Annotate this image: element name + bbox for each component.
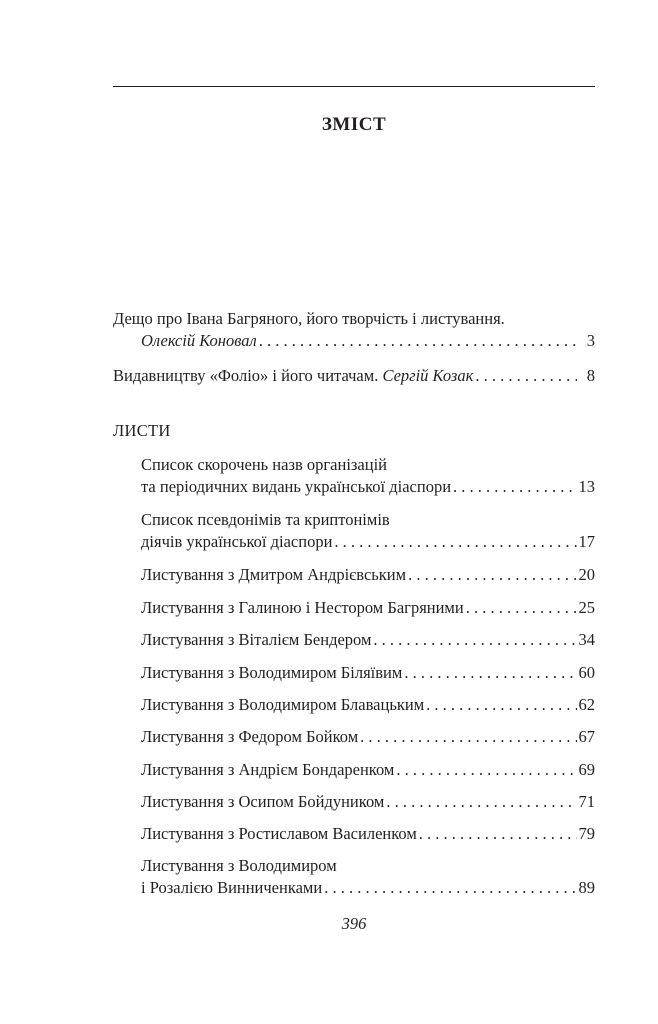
toc-entry-text: Список скорочень назв організацій [141, 455, 387, 474]
toc-entry-text: Видавництву «Фоліо» і його читачам. [113, 366, 379, 385]
toc-entry-text: Дещо про Івана Багряного, його творчість і листування. [113, 309, 505, 328]
leader-dots [322, 878, 577, 898]
page-number: 396 [341, 914, 367, 933]
toc-entry-text: Листування з Володимиром Блавацьким [141, 695, 425, 714]
toc-entry [141, 630, 595, 650]
header-rule [113, 86, 595, 87]
toc-entry [141, 878, 595, 898]
toc-page-number: 60 [578, 663, 595, 682]
leader-dots [451, 477, 577, 497]
toc-entry [141, 760, 595, 780]
leader-dots [402, 663, 577, 683]
toc-entry [141, 598, 595, 618]
leader-dots [257, 331, 577, 351]
toc-entry [113, 366, 595, 386]
toc-entry [141, 824, 595, 844]
leader-dots [473, 366, 577, 386]
toc-entry [141, 565, 595, 585]
page-title: ЗМІСТ [321, 114, 387, 135]
leader-dots [417, 824, 577, 844]
toc-entry-author: Сергій Козак [382, 366, 474, 385]
toc-entry [141, 695, 595, 715]
toc-page-number: 34 [578, 630, 595, 649]
toc-page-number: 25 [578, 598, 595, 617]
toc-page-number: 89 [578, 878, 595, 897]
toc-entry-text: Листування з Володимиром [141, 856, 337, 875]
toc-entry-text: і Розалією Винниченками [141, 878, 323, 897]
toc-entry-text: та періодичних видань української діаспори [141, 477, 452, 496]
toc-page-number: 3 [586, 331, 595, 350]
toc-page-number: 79 [578, 824, 595, 843]
leader-dots [358, 727, 577, 747]
toc-page-number: 62 [578, 695, 595, 714]
leader-dots [406, 565, 577, 585]
toc-entry-text: Листування з Дмитром Андрієвським [141, 565, 407, 584]
toc-entry [141, 727, 595, 747]
toc-entry [141, 532, 595, 552]
toc-entry-text: Листування з Володимиром Біляївим [141, 663, 403, 682]
toc-entry-text: Список псевдонімів та криптонімів [141, 510, 390, 529]
toc-entry-text: Листування з Осипом Бойдуником [141, 792, 385, 811]
toc-entry-text: Листування з Ростиславом Василенком [141, 824, 417, 843]
leader-dots [384, 792, 577, 812]
section-heading: ЛИСТИ [113, 421, 171, 440]
toc-page-number: 17 [578, 532, 595, 551]
toc-entry [141, 792, 595, 812]
toc-entry-text: Листування з Федором Бойком [141, 727, 359, 746]
leader-dots [371, 630, 577, 650]
toc-page-number: 8 [586, 366, 595, 385]
leader-dots [464, 598, 577, 618]
toc-entry-text: Листування з Галиною і Нестором Багряними [141, 598, 464, 617]
toc-page-number: 71 [578, 792, 595, 811]
toc-page-number: 20 [578, 565, 595, 584]
toc-entry [141, 477, 595, 497]
leader-dots [332, 532, 577, 552]
toc-entry-text: Листування з Андрієм Бондаренком [141, 760, 395, 779]
toc-page-number: 13 [578, 477, 595, 496]
leader-dots [394, 760, 577, 780]
toc-entry [141, 663, 595, 683]
toc-entry-text: діячів української діаспори [141, 532, 333, 551]
toc-page-number: 67 [578, 727, 595, 746]
toc-entry-text: Листування з Віталієм Бендером [141, 630, 372, 649]
toc-entry [141, 331, 595, 351]
leader-dots [424, 695, 577, 715]
toc-entry-author: Олексій Коновал [141, 331, 257, 350]
toc-page-number: 69 [578, 760, 595, 779]
